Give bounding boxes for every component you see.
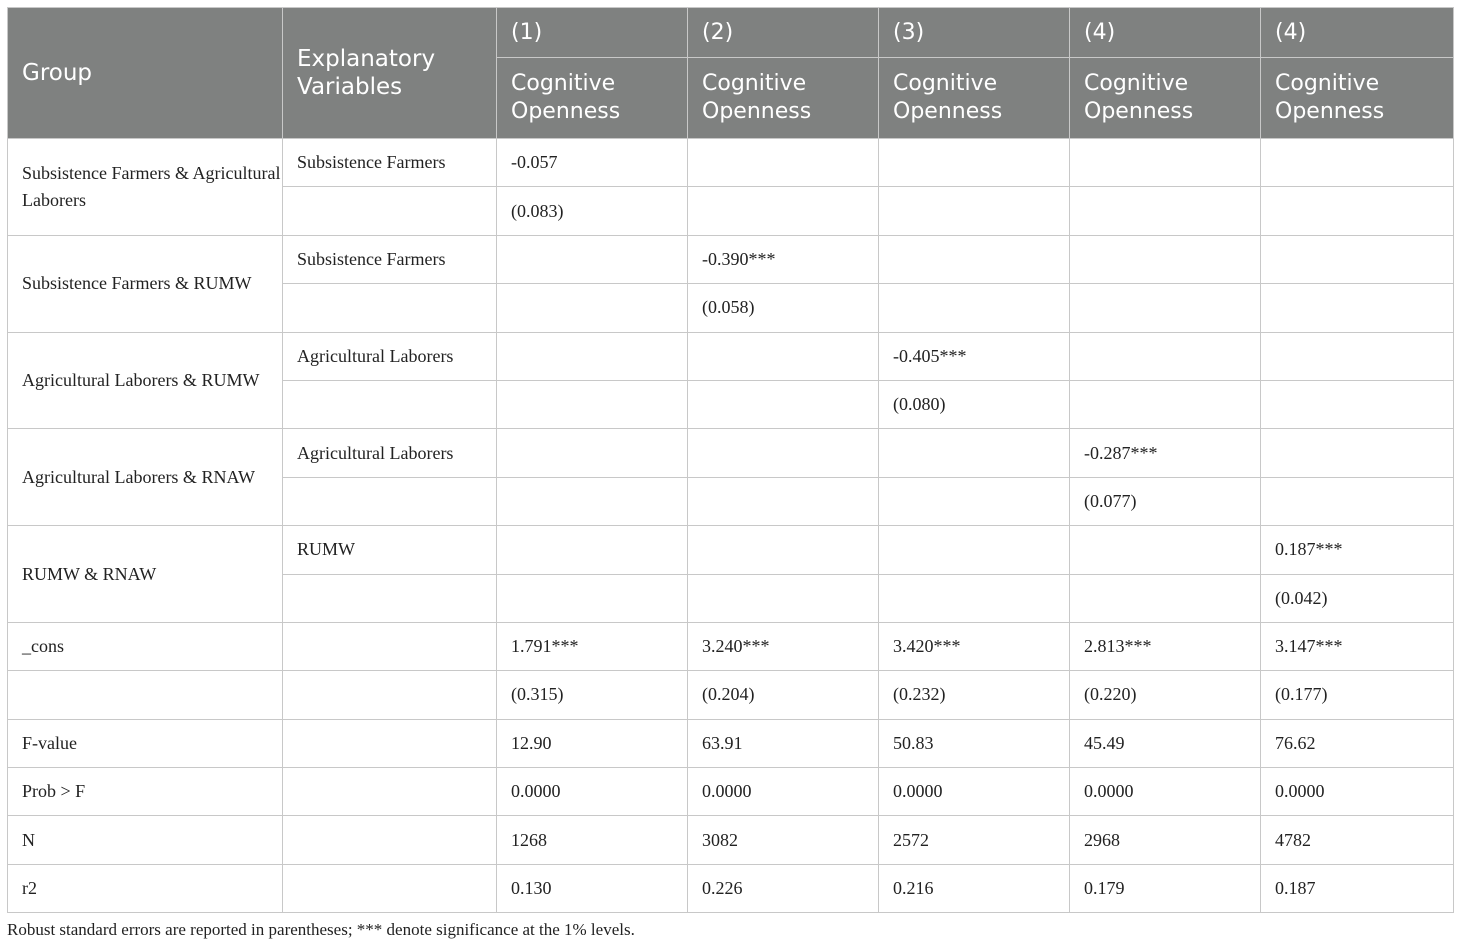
statistic-cell: 45.49	[1070, 719, 1261, 767]
statistic-cell: 0.187	[1261, 864, 1454, 912]
row-label: r2	[8, 864, 283, 912]
standard-error-cell	[497, 477, 688, 525]
table-row	[8, 816, 1454, 864]
table-row	[8, 671, 1454, 719]
coefficient-cell: -0.287***	[1070, 429, 1261, 477]
standard-error-cell	[879, 187, 1070, 235]
header-col-num: (2)	[688, 8, 879, 58]
table-footnote: Robust standard errors are reported in parentheses; *** denote significance at the 1% levels.	[7, 920, 635, 939]
coefficient-cell	[879, 429, 1070, 477]
coefficient-cell	[1070, 526, 1261, 574]
standard-error-cell: (0.080)	[879, 380, 1070, 428]
header-col-label: Cognitive Openness	[879, 58, 1070, 139]
standard-error-cell	[1261, 477, 1454, 525]
explanatory-variable: Subsistence Farmers	[283, 235, 497, 283]
constant-cell: 3.240***	[688, 622, 879, 670]
header-col-num: (3)	[879, 8, 1070, 58]
standard-error-cell: (0.042)	[1261, 574, 1454, 622]
explanatory-variable: Agricultural Laborers	[283, 332, 497, 380]
group-name: Subsistence Farmers & RUMW	[8, 235, 283, 332]
coefficient-cell	[497, 332, 688, 380]
table-row	[8, 235, 1454, 283]
statistic-cell: 63.91	[688, 719, 879, 767]
explanatory-variable-empty	[283, 574, 497, 622]
row-label-empty	[8, 671, 283, 719]
table-row	[8, 719, 1454, 767]
header-col-num: (4)	[1261, 8, 1454, 58]
explanatory-variable: RUMW	[283, 526, 497, 574]
table-row	[8, 429, 1454, 477]
header-explanatory-variables: Explanatory Variables	[283, 8, 497, 139]
coefficient-cell: -0.057	[497, 139, 688, 187]
standard-error-cell	[497, 284, 688, 332]
table-row	[8, 332, 1454, 380]
coefficient-cell: -0.390***	[688, 235, 879, 283]
statistic-cell: 12.90	[497, 719, 688, 767]
header-col-num: (4)	[1070, 8, 1261, 58]
statistic-cell: 4782	[1261, 816, 1454, 864]
standard-error-cell	[497, 380, 688, 428]
statistic-cell: 0.179	[1070, 864, 1261, 912]
statistic-cell: 0.0000	[1261, 768, 1454, 816]
coefficient-cell: -0.405***	[879, 332, 1070, 380]
table-row	[8, 768, 1454, 816]
explanatory-variable-empty	[283, 622, 497, 670]
standard-error-cell: (0.083)	[497, 187, 688, 235]
statistic-cell: 0.0000	[879, 768, 1070, 816]
coefficient-cell: 0.187***	[1261, 526, 1454, 574]
explanatory-variable-empty	[283, 477, 497, 525]
coefficient-cell	[1261, 235, 1454, 283]
table-row	[8, 622, 1454, 670]
standard-error-cell	[688, 380, 879, 428]
standard-error-cell	[1261, 187, 1454, 235]
coefficient-cell	[1070, 235, 1261, 283]
row-label: _cons	[8, 622, 283, 670]
statistic-cell: 0.216	[879, 864, 1070, 912]
header-col-num: (1)	[497, 8, 688, 58]
row-label: Prob > F	[8, 768, 283, 816]
coefficient-cell	[497, 429, 688, 477]
coefficient-cell	[497, 526, 688, 574]
standard-error-cell: (0.232)	[879, 671, 1070, 719]
explanatory-variable-empty	[283, 816, 497, 864]
explanatory-variable: Agricultural Laborers	[283, 429, 497, 477]
coefficient-cell	[1261, 429, 1454, 477]
constant-cell: 1.791***	[497, 622, 688, 670]
standard-error-cell: (0.315)	[497, 671, 688, 719]
standard-error-cell	[1070, 284, 1261, 332]
constant-cell: 3.420***	[879, 622, 1070, 670]
coefficient-cell	[497, 235, 688, 283]
explanatory-variable-empty	[283, 719, 497, 767]
table-body	[8, 139, 1454, 913]
standard-error-cell: (0.220)	[1070, 671, 1261, 719]
statistic-cell: 1268	[497, 816, 688, 864]
coefficient-cell	[879, 139, 1070, 187]
row-label: N	[8, 816, 283, 864]
statistic-cell: 0.0000	[688, 768, 879, 816]
standard-error-cell	[688, 477, 879, 525]
coefficient-cell	[1261, 139, 1454, 187]
header-group: Group	[8, 8, 283, 139]
statistic-cell: 0.0000	[1070, 768, 1261, 816]
coefficient-cell	[1070, 332, 1261, 380]
coefficient-cell	[879, 526, 1070, 574]
coefficient-cell	[688, 139, 879, 187]
table-row	[8, 864, 1454, 912]
explanatory-variable-empty	[283, 284, 497, 332]
coefficient-cell	[1070, 139, 1261, 187]
standard-error-cell	[1070, 187, 1261, 235]
standard-error-cell	[879, 284, 1070, 332]
table-row	[8, 526, 1454, 574]
statistic-cell: 0.130	[497, 864, 688, 912]
coefficient-cell	[879, 235, 1070, 283]
table-row	[8, 139, 1454, 187]
group-name: Agricultural Laborers & RNAW	[8, 429, 283, 526]
group-name: Agricultural Laborers & RUMW	[8, 332, 283, 429]
coefficient-cell	[688, 526, 879, 574]
statistic-cell: 0.226	[688, 864, 879, 912]
standard-error-cell	[1261, 380, 1454, 428]
row-label: F-value	[8, 719, 283, 767]
statistic-cell: 50.83	[879, 719, 1070, 767]
explanatory-variable-empty	[283, 380, 497, 428]
header-col-label: Cognitive Openness	[1261, 58, 1454, 139]
standard-error-cell: (0.177)	[1261, 671, 1454, 719]
constant-cell: 2.813***	[1070, 622, 1261, 670]
standard-error-cell	[688, 187, 879, 235]
regression-table	[7, 7, 1454, 913]
standard-error-cell	[1070, 574, 1261, 622]
standard-error-cell: (0.058)	[688, 284, 879, 332]
explanatory-variable-empty	[283, 768, 497, 816]
coefficient-cell	[688, 429, 879, 477]
group-name: RUMW & RNAW	[8, 526, 283, 623]
standard-error-cell	[1070, 380, 1261, 428]
explanatory-variable: Subsistence Farmers	[283, 139, 497, 187]
explanatory-variable-empty	[283, 671, 497, 719]
statistic-cell: 3082	[688, 816, 879, 864]
statistic-cell: 0.0000	[497, 768, 688, 816]
header-col-label: Cognitive Openness	[497, 58, 688, 139]
explanatory-variable-empty	[283, 864, 497, 912]
statistic-cell: 76.62	[1261, 719, 1454, 767]
statistic-cell: 2572	[879, 816, 1070, 864]
header-col-label: Cognitive Openness	[1070, 58, 1261, 139]
standard-error-cell	[879, 574, 1070, 622]
group-name: Subsistence Farmers & Agricultural Laborers	[8, 139, 283, 236]
constant-cell: 3.147***	[1261, 622, 1454, 670]
coefficient-cell	[1261, 332, 1454, 380]
standard-error-cell	[1261, 284, 1454, 332]
standard-error-cell	[688, 574, 879, 622]
explanatory-variable-empty	[283, 187, 497, 235]
standard-error-cell	[497, 574, 688, 622]
statistic-cell: 2968	[1070, 816, 1261, 864]
standard-error-cell	[879, 477, 1070, 525]
header-col-label: Cognitive Openness	[688, 58, 879, 139]
coefficient-cell	[688, 332, 879, 380]
standard-error-cell: (0.204)	[688, 671, 879, 719]
standard-error-cell: (0.077)	[1070, 477, 1261, 525]
